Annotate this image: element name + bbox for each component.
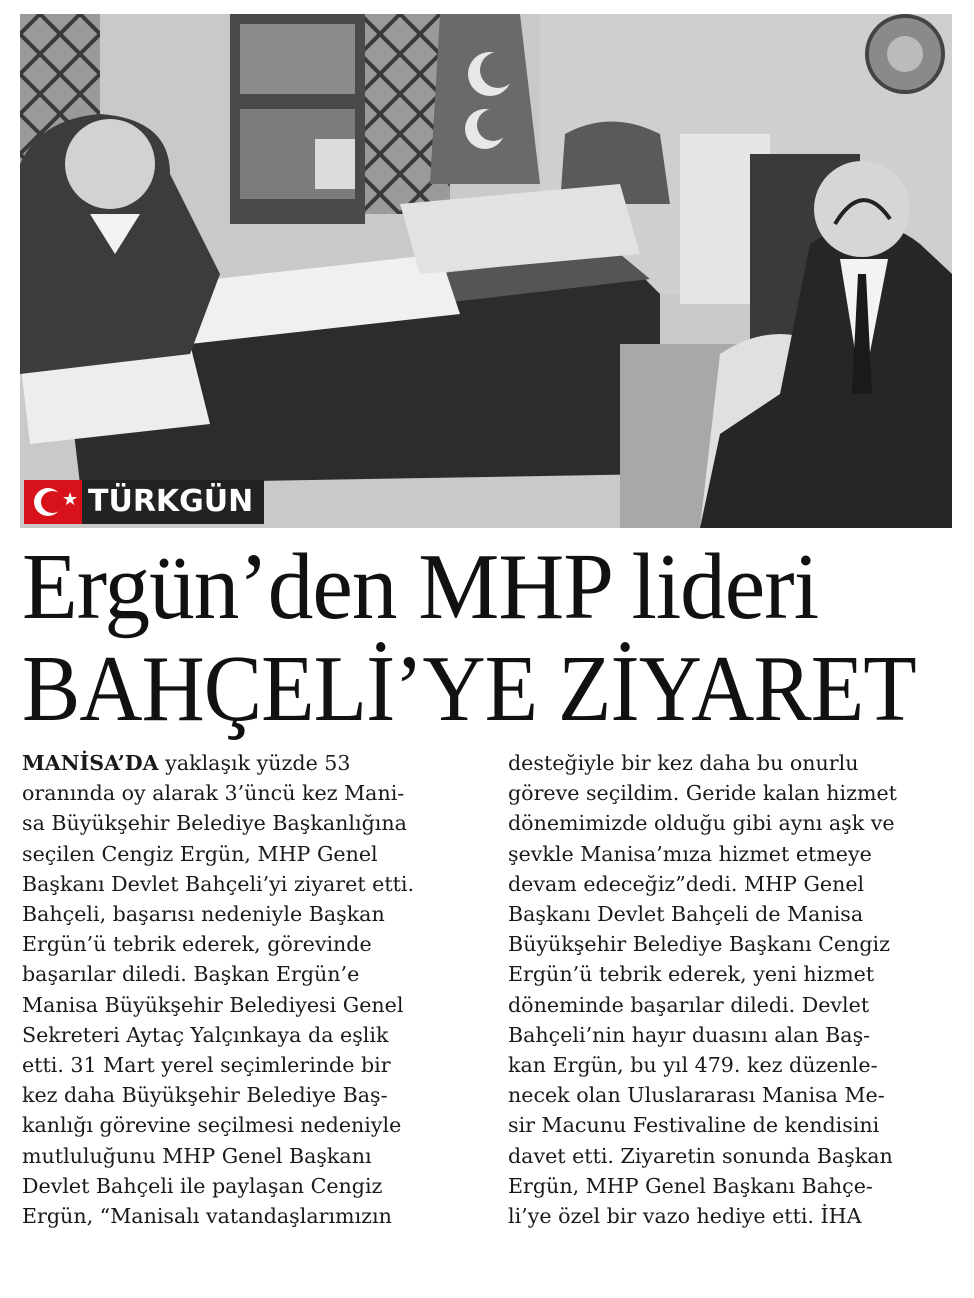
photo-illustration — [20, 14, 952, 528]
article-line: etti. 31 Mart yerel seçimlerinde bir — [22, 1053, 391, 1078]
lead-word: MANİSA’DA — [22, 751, 159, 775]
article-line: sa Büyükşehir Belediye Başkanlığına — [22, 811, 407, 836]
article-line: MANİSA’DA yaklaşık yüzde 53 — [22, 751, 351, 775]
article-line: kan Ergün, bu yıl 479. kez düzenle- — [508, 1053, 878, 1078]
article-line: Büyükşehir Belediye Başkanı Cengiz — [508, 932, 890, 957]
article-line: seçilen Cengiz Ergün, MHP Genel — [22, 841, 378, 866]
article-line: kanlığı görevine seçilmesi nedeniyle — [22, 1113, 402, 1138]
article-line: oranında oy alarak 3’üncü kez Mani- — [22, 781, 405, 806]
article-line: sir Macunu Festivaline de kendisini — [508, 1113, 880, 1138]
article-line: Başkanı Devlet Bahçeli de Manisa — [508, 902, 864, 927]
article-line: Bahçeli’nin hayır duasını alan Baş- — [508, 1022, 871, 1047]
article-line: Devlet Bahçeli ile paylaşan Cengiz — [22, 1173, 383, 1198]
headline-line-2: BAHÇELİ’YE ZİYARET — [22, 637, 916, 741]
article-line: Ergün’ü tebrik ederek, yeni hizmet — [508, 962, 875, 987]
article-line: li’ye özel bir vazo hediye etti. İHA — [508, 1204, 862, 1229]
article-line: Ergün, “Manisalı vatandaşlarımızın — [22, 1204, 392, 1229]
article-line: Bahçeli, başarısı nedeniyle Başkan — [22, 902, 385, 927]
article-line: Sekreteri Aytaç Yalçınkaya da eşlik — [22, 1022, 389, 1047]
article-line: Ergün’ü tebrik ederek, görevinde — [22, 932, 372, 957]
article-column-left — [22, 748, 460, 1231]
article-line: necek olan Uluslararası Manisa Me- — [508, 1083, 885, 1108]
article-line: Ergün, MHP Genel Başkanı Bahçe- — [508, 1173, 873, 1198]
turkgun-logo — [24, 480, 264, 524]
article-line: dönemimizde olduğu gibi aynı aşk ve — [508, 811, 895, 836]
article-line: başarılar diledi. Başkan Ergün’e — [22, 962, 360, 987]
article-line: döneminde başarılar diledi. Devlet — [508, 992, 870, 1017]
article-line: desteğiyle bir kez daha bu onurlu — [508, 751, 859, 775]
article-line: göreve seçildim. Geride kalan hizmet — [508, 781, 897, 806]
article-line: Başkanı Devlet Bahçeli’yi ziyaret etti. — [22, 871, 415, 896]
article-line: devam edeceğiz”dedi. MHP Genel — [508, 871, 865, 896]
article-line: kez daha Büyükşehir Belediye Baş- — [22, 1083, 388, 1108]
article-line: şevkle Manisa’mıza hizmet etmeye — [508, 841, 872, 866]
article-line: Manisa Büyükşehir Belediyesi Genel — [22, 992, 404, 1017]
article-column-right — [508, 748, 956, 1231]
logo-brand-text: TÜRKGÜN — [88, 484, 254, 519]
news-photo — [20, 14, 952, 528]
headline — [22, 535, 952, 742]
headline-line-1: Ergün’den MHP lideri — [22, 535, 819, 639]
turkish-flag-icon: ★ — [24, 480, 82, 524]
article-line: mutluluğunu MHP Genel Başkanı — [22, 1143, 372, 1168]
article-line: davet etti. Ziyaretin sonunda Başkan — [508, 1143, 893, 1168]
